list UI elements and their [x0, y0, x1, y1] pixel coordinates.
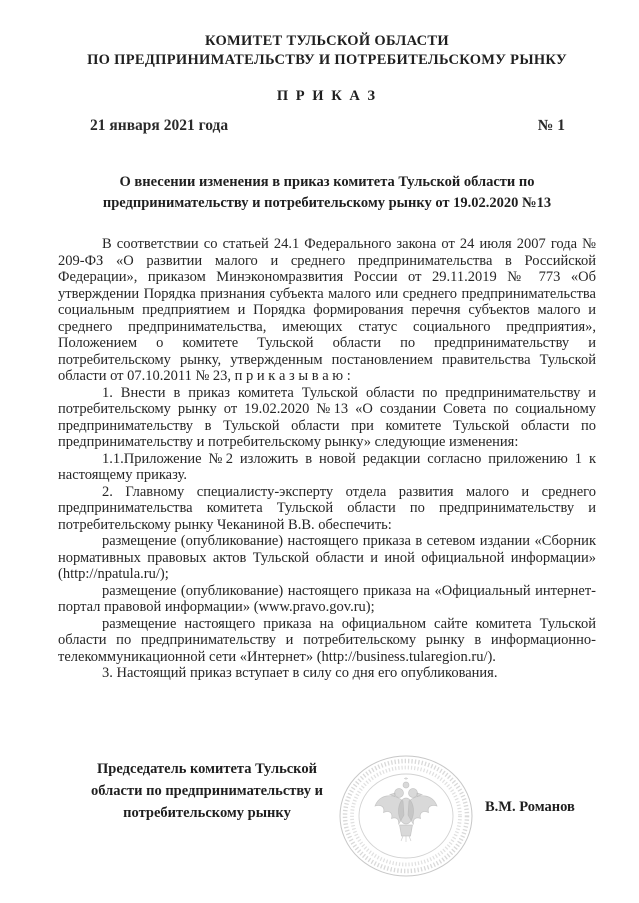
signature-position-title: Председатель комитета Тульской области по предпринимательству и потребительскому рынку	[91, 761, 323, 821]
org-name-line2: ПО ПРЕДПРИНИМАТЕЛЬСТВУ И ПОТРЕБИТЕЛЬСКОМУ РЫНКУ	[87, 52, 567, 68]
doc-type-heading: П Р И К А З	[276, 88, 378, 104]
official-round-seal-icon	[336, 752, 476, 880]
paragraph-item-1: 1. Внести в приказ комитета Тульской области по предпринимательству и потребительскому рынку от 19.02.2020 №13 «О создании Совета по социальному предпринимательству в Тульской области при комитете Тульской области по предпринимательству и потребительскому рынку» следующие изменения:	[58, 384, 596, 450]
doc-date: 21 января 2021 года	[90, 117, 229, 134]
paragraph-item-1-1: 1.1.Приложение №2 изложить в новой редакции согласно приложению 1 к настоящему приказу.	[58, 450, 596, 483]
date-number-row	[58, 117, 596, 135]
paragraph-item-3: 3. Настоящий приказ вступает в силу со дня его опубликования.	[102, 665, 498, 681]
doc-title: О внесении изменения в приказ комитета Тульской области по предпринимательству и потребительскому рынку от 19.02.2020 №13	[102, 174, 552, 211]
paragraph-preamble: В соответствии со статьей 24.1 Федерального закона от 24 июля 2007 года № 209-ФЗ «О развитии малого и среднего предпринимательства в Российской Федерации», приказом Минэкономразвития России от 29.11.2019 № 773 «Об утверждении Порядка признания субъекта малого или среднего предпринимательства социальным предприятием и Порядка формирования перечня субъектов малого и среднего предпринимательства, имеющих статус социального предприятия», Положением о комитете Тульской области по предпринимательству и потребительскому рынку, утвержденным постановлением правительства Тульской области от 07.10.2011 № 23, п р и к а з ы в а ю :	[58, 236, 596, 384]
paragraph-item-2c: размещение настоящего приказа на официальном сайте комитета Тульской области по предпринимательству и потребительскому рынку в информационно-телекоммуникационной сети «Интернет» (http://business.tularegion.ru/).	[58, 615, 596, 665]
doc-number: № 1	[537, 117, 565, 134]
paragraph-item-2b: размещение (опубликование) настоящего приказа на «Официальный интернет-портал правовой информации» (www.pravo.gov.ru);	[58, 582, 596, 615]
paragraph-item-2: 2. Главному специалисту-эксперту отдела развития малого и среднего предпринимательства комитета Тульской области по предпринимательству и потребительскому рынку Чеканиной В.В. обеспечить:	[58, 483, 596, 533]
doc-body	[58, 236, 596, 682]
org-header	[58, 32, 596, 70]
paragraph-item-2a: размещение (опубликование) настоящего приказа в сетевом издании «Сборник нормативных правовых актов Тульской области и иной официальной информации» (http://npatula.ru/);	[58, 533, 596, 582]
org-name-line1: КОМИТЕТ ТУЛЬСКОЙ ОБЛАСТИ	[205, 33, 449, 49]
signatory-name: В.М. Романов	[485, 799, 575, 815]
